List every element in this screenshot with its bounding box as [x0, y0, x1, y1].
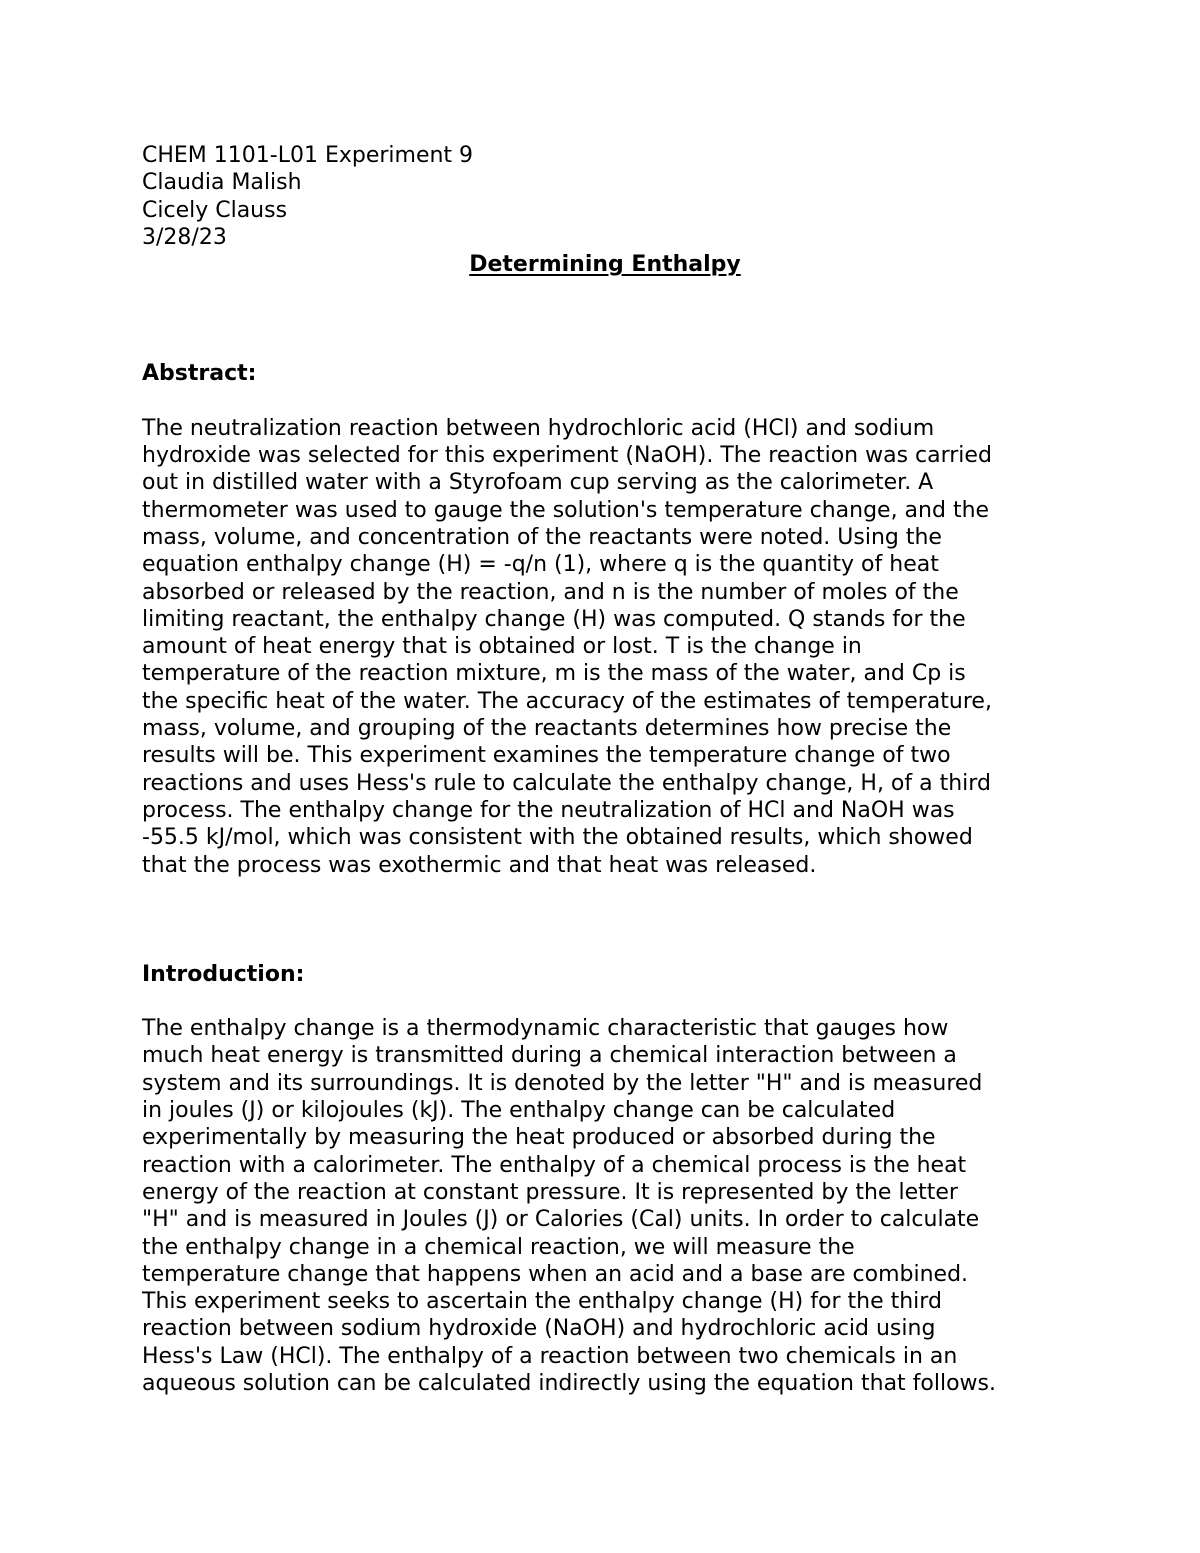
spacer	[142, 278, 1062, 360]
introduction-heading: Introduction:	[142, 961, 305, 987]
course-line: CHEM 1101-L01 Experiment 9	[142, 143, 474, 168]
document-title: Determining Enthalpy	[469, 252, 741, 278]
spacer	[142, 388, 1062, 415]
author-line-1: Claudia Malish	[142, 170, 302, 196]
spacer	[142, 988, 1062, 1015]
abstract-heading: Abstract:	[142, 361, 257, 387]
abstract-body: The neutralization reaction between hydrochloric acid (HCl) and sodium hydroxide was selected for this experiment (NaOH). The reaction was carried out in distilled water with a Styrofoam cup serving as the calorimeter. A thermometer was used to gauge the solution's temperature change, and the mass, volume, and concentration of the reactants were noted. Using the equation enthalpy change (H) = -q/n (1), where q is the quantity of heat absorbed or released by the reaction, and n is the number of moles of the limiting reactant, the enthalpy change (H) was computed. Q stands for the amount of heat energy that is obtained or lost. T is the change in temperature of the reaction mixture, m is the mass of the water, and Cp is the specific heat of the water. The accuracy of the estimates of temperature, mass, volume, and grouping of the reactants determines how precise the results will be. This experiment examines the temperature change of two reactions and uses Hess's rule to calculate the enthalpy change, H, of a third process. The enthalpy change for the neutralization of HCl and NaOH was -55.5 kJ/mol, which was consistent with the obtained results, which showed that the process was exothermic and that heat was released.	[142, 415, 992, 878]
author-line-2: Cicely Clauss	[142, 197, 288, 223]
introduction-body: The enthalpy change is a thermodynamic characteristic that gauges how much heat energy is transmitted during a chemical interaction between a system and its surroundings. It is denoted by the letter "H" and is measured in joules (J) or kilojoules (kJ). The enthalpy change can be calculated experimentally by measuring the heat produced or absorbed during the reaction with a calorimeter. The enthalpy of a chemical process is the heat energy of the reaction at constant pressure. It is represented by the letter "H" and is measured in Joules (J) or Calories (Cal) units. In order to calculate the enthalpy change in a chemical reaction, we will measure the temperature change that happens when an acid and a base are combined. This experiment seeks to ascertain the enthalpy change (H) for the third reaction between sodium hydroxide (NaOH) and hydrochloric acid using Hess's Law (HCl). The enthalpy of a reaction between two chemicals in an aqueous solution can be calculated indirectly using the equation that follows.	[142, 1016, 997, 1396]
document-page	[142, 142, 1062, 1397]
spacer	[142, 879, 1062, 961]
date-line: 3/28/23	[142, 224, 227, 250]
